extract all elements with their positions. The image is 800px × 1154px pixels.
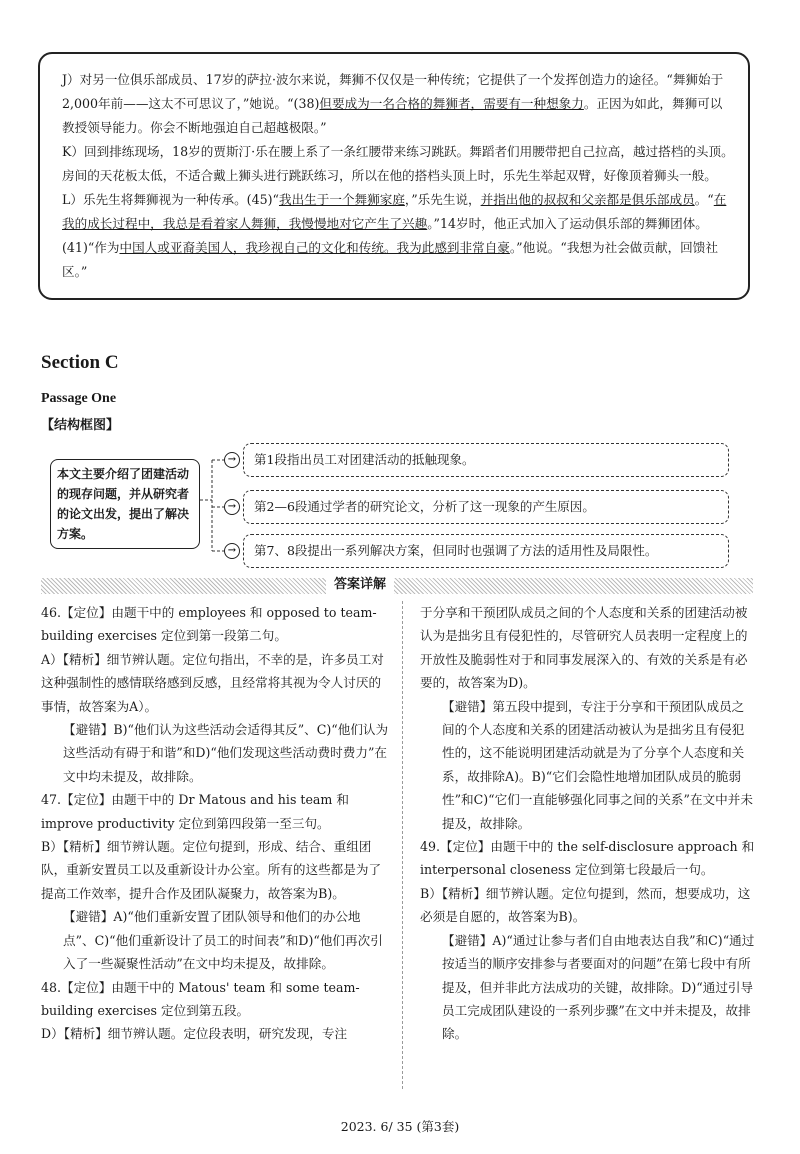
section-title: Section C bbox=[41, 352, 119, 373]
q48-avoid: 【避错】第五段中提到，专注于分享和干预团队成员之间的个人态度和关系的团建活动被认为是拙劣且有侵犯性的，这不能说明团建活动就是为了分享个人态度和关系，故排除A)。B)“它们会隐性地增加团队成员的脆弱性”和C)“它们一直能够强化同事之间的关系”在文中并未提及，故排除。 bbox=[442, 698, 753, 831]
q47-locate: 47.【定位】由题干中的 Dr Matous and his team 和 improve productivity 定位到第四段第一至三句。 bbox=[41, 792, 349, 831]
q48-analysis-cont: 于分享和干预团队成员之间的个人态度和关系的团建活动被认为是拙劣且有侵犯性的，尽管研究人员表明一定程度上的开放性及脆弱性对于和同事发展深入的、有效的关系是有必要的，故答案为D)。 bbox=[420, 605, 748, 691]
structure-node-1: 第1段指出员工对团建活动的抵触现象。 bbox=[243, 443, 729, 477]
framework-label: 【结构框图】 bbox=[41, 418, 120, 433]
answer-section-title: 答案详解 bbox=[326, 575, 394, 595]
right-column bbox=[420, 601, 756, 1046]
arrow-icon: → bbox=[224, 452, 240, 468]
summary-box: 本文主要介绍了团建活动的现存问题，并从研究者的论文出发，提出了解决方案。 bbox=[50, 459, 200, 549]
passage-excerpt-box bbox=[38, 52, 750, 300]
left-column bbox=[41, 601, 391, 1046]
q46-analysis: A）【精析】细节辨认题。定位句指出，不幸的是，许多员工对这种强制性的感情联络感到反感，且经常将其视为令人讨厌的事情，故答案为A）。 bbox=[41, 651, 384, 714]
q46-locate: 46.【定位】由题干中的 employees 和 opposed to team-building exercises 定位到第一段第二句。 bbox=[41, 605, 377, 644]
q48-analysis: D）【精析】细节辨认题。定位段表明，研究发现，专注 bbox=[41, 1026, 348, 1042]
column-divider bbox=[402, 601, 403, 1089]
passage-title: Passage One bbox=[41, 391, 117, 406]
q49-analysis: B）【精析】细节辨认题。定位句提到，然而，想要成功，这必须是自愿的，故答案为B)。 bbox=[420, 885, 751, 925]
q49-locate: 49.【定位】由题干中的 the self-disclosure approach 和 interpersonal closeness 定位到第七段最后一句。 bbox=[420, 839, 755, 878]
q47-analysis: B）【精析】细节辨认题。定位句提到，形成、结合、重组团队，重新安置员工以及重新设计办公室。所有的这些都是为了提高工作效率，提升合作及团队凝聚力，故答案为B)。 bbox=[41, 839, 382, 901]
q48-locate: 48.【定位】由题干中的 Matous' team 和 some team-building exercises 定位到第五段。 bbox=[41, 979, 360, 1018]
paragraph-k: K）回到排练现场，18岁的贾斯汀·乐在腰上系了一条红腰带来练习跳跃。舞蹈者们用腰带把自己拉高，越过搭档的头顶。房间的天花板太低，不适合戴上狮头进行跳跃练习，所以在他的搭档头顶上时，乐先生举起双臂，好像顶着狮头一般。 bbox=[62, 144, 734, 183]
answer-section-band bbox=[41, 578, 753, 594]
structure-node-2: 第2—6段通过学者的研究论文，分析了这一现象的产生原因。 bbox=[243, 490, 729, 524]
arrow-icon: → bbox=[224, 499, 240, 515]
paragraph-j: J）对另一位俱乐部成员、17岁的萨拉·波尔来说，舞狮不仅仅是一种传统；它提供了一个发挥创造力的途径。“舞狮始于2,000年前——这太不可思议了，”她说。“(38)但要成为一名合格的舞狮者，需要有一种想象力。正因为如此，舞狮可以教授领导能力。你会不断地强迫自己超越极限。” bbox=[62, 72, 724, 135]
paragraph-l: L）乐先生将舞狮视为一种传承。(45)“我出生于一个舞狮家庭，”乐先生说，并指出他的叔叔和父亲都是俱乐部成员。“在我的成长过程中，我总是看着家人舞狮，我慢慢地对它产生了兴趣。”14岁时，他正式加入了运动俱乐部的舞狮团体。(41)“作为中国人或亚裔美国人，我珍视自己的文化和传统。我为此感到非常自豪。”他说。“我想为社会做贡献，回馈社区。” bbox=[62, 192, 727, 279]
q46-avoid: 【避错】B)“他们认为这些活动会适得其反”、C)“他们认为这些活动有碍于和谐”和D)“他们发现这些活动费时费力”在文中均未提及，故排除。 bbox=[63, 722, 389, 784]
arrow-icon: → bbox=[224, 543, 240, 559]
page-footer: 2023. 6/ 35 (第3套) bbox=[340, 1119, 460, 1134]
structure-node-3: 第7、8段提出一系列解决方案，但同时也强调了方法的适用性及局限性。 bbox=[243, 534, 729, 568]
q47-avoid: 【避错】A)“他们重新安置了团队领导和他们的办公地点”、C)“他们重新设计了员工的时间表”和D)“他们再次引入了一些凝聚性活动”在文中均未提及，故排除。 bbox=[63, 909, 383, 972]
q49-avoid: 【避错】A)“通过让参与者们自由地表达自我”和C)“通过按适当的顺序安排参与者要面对的问题”在第七段中有所提及，但并非此方法成功的关键，故排除。D)“通过引导员工完成团队建设的一系列步骤”在文中并未提及，故排除。 bbox=[442, 932, 755, 1042]
